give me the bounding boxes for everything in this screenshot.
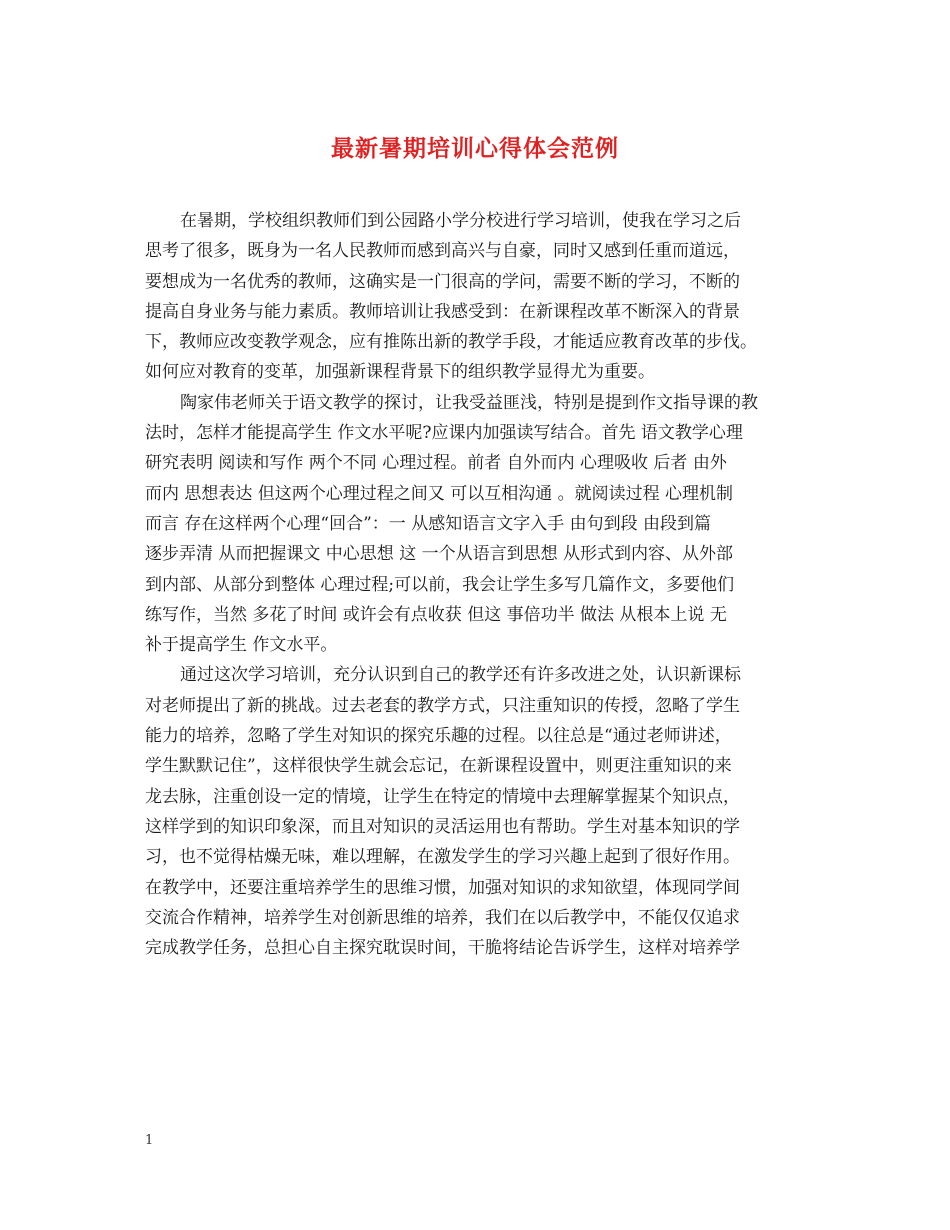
text-line: 在教学中，还要注重培养学生的思维习惯，加强对知识的求知欲望，体现同学间	[145, 877, 740, 898]
text-line: 到内部、从部分到整体 心理过程;可以前，我会让学生多写几篇作文，多要他们	[145, 574, 735, 595]
text-line: 在暑期，学校组织教师们到公园路小学分校进行学习培训，使我在学习之后	[180, 211, 741, 231]
text-line: 如何应对教育的变革，加强新课程背景下的组织教学显得尤为重要。	[145, 362, 655, 383]
text-line: 思考了很多，既身为一名人民教师而感到高兴与自豪，同时又感到任重而道远，	[145, 241, 740, 262]
page-number: 1	[145, 1133, 154, 1148]
text-line: 陶家伟老师关于语文教学的探讨，让我受益匪浅，特别是提到作文指导课的教	[180, 392, 758, 413]
text-line: 而内 思想表达 但这两个心理过程之间又 可以互相沟通 。就阅读过程 心理机制	[145, 483, 734, 504]
text-line: 对老师提出了新的挑战。过去老套的教学方式，只注重知识的传授，忽略了学生	[145, 695, 740, 716]
text-line: 习，也不觉得枯燥无味，难以理解，在激发学生的学习兴趣上起到了很好作用。	[145, 847, 740, 868]
text-line: 要想成为一名优秀的教师，这确实是一门很高的学问，需要不断的学习，不断的	[145, 271, 740, 292]
text-line: 通过这次学习培训，充分认识到自己的教学还有许多改进之处，认识新课标	[180, 665, 741, 686]
text-line: 完成教学任务，总担心自主探究耽误时间，干脆将结论告诉学生，这样对培养学	[145, 938, 740, 959]
text-line: 法时，怎样才能提高学生 作文水平呢?应课内加强读写结合。首先 语文教学心理	[145, 423, 743, 444]
text-line: 下，教师应改变教学观念，应有推陈出新的教学手段，才能适应教育改革的步伐。	[145, 332, 757, 353]
text-line: 而言 存在这样两个心理“回合”：一 从感知语言文字入手 由句到段 由段到篇	[145, 513, 711, 534]
text-line: 提高自身业务与能力素质。教师培训让我感受到：在新课程改革不断深入的背景	[145, 301, 740, 322]
text-line: 研究表明 阅读和写作 两个不同 心理过程。前者 自外而内 心理吸收 后者 由外	[145, 453, 727, 474]
text-line: 补于提高学生 作文水平。	[145, 635, 338, 656]
document-title: 最新暑期培训心得体会范例	[331, 135, 619, 162]
text-line: 能力的培养，忽略了学生对知识的探究乐趣的过程。以往总是“通过老师讲述，	[145, 726, 732, 747]
text-line: 这样学到的知识印象深，而且对知识的灵活运用也有帮助。学生对基本知识的学	[145, 816, 740, 837]
text-line: 练写作，当然 多花了时间 或许会有点收获 但这 事倍功半 做法 从根本上说 无	[145, 604, 727, 625]
document-body	[145, 206, 815, 963]
text-line: 学生默默记住”，这样很快学生就会忘记，在新课程设置中，则更注重知识的来	[145, 756, 732, 777]
text-line: 逐步弄清 从而把握课文 中心思想 这 一个从语言到思想 从形式到内容、从外部	[145, 544, 734, 565]
text-line: 交流合作精神，培养学生对创新思维的培养，我们在以后教学中，不能仅仅追求	[145, 907, 740, 928]
text-line: 龙去脉，注重创设一定的情境，让学生在特定的情境中去理解掌握某个知识点，	[145, 786, 740, 807]
